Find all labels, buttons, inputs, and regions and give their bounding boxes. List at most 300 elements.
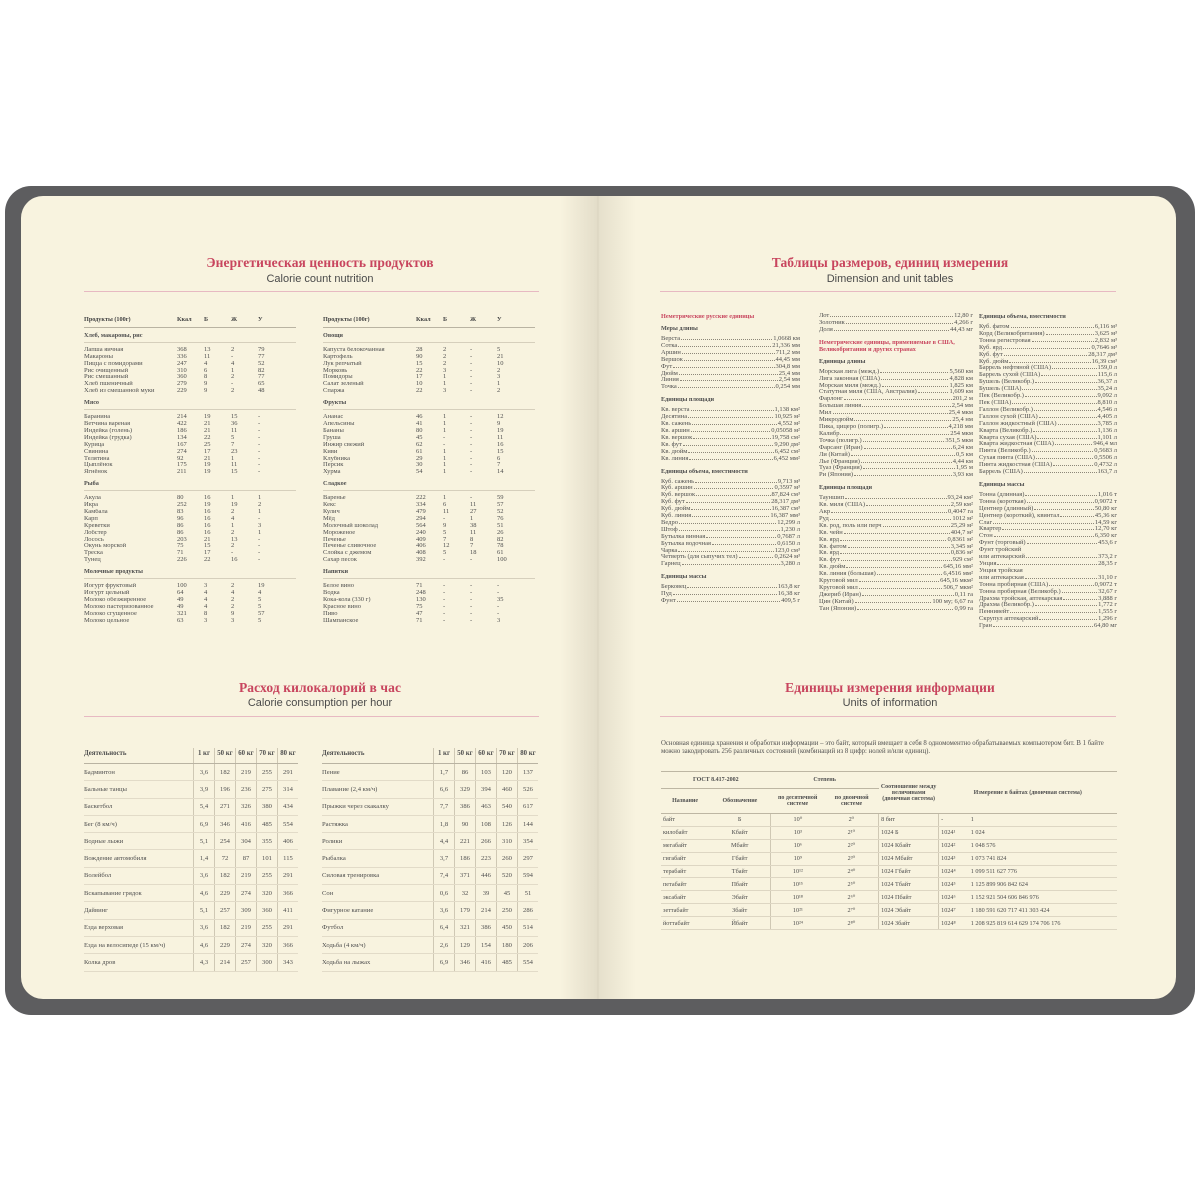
info-cell: 1 073 741 824 xyxy=(969,852,1117,865)
burn-value: 271 xyxy=(215,798,236,815)
calorie-value: 1 xyxy=(258,528,262,536)
dot-leader xyxy=(1039,417,1097,418)
calorie-row xyxy=(323,611,535,618)
calorie-value: 82 xyxy=(258,366,265,374)
burn-value: 182 xyxy=(215,867,236,884)
calorie-product: Хурма xyxy=(323,469,341,476)
calorie-value: 77 xyxy=(258,352,265,360)
calorie-value: 479 xyxy=(416,507,426,515)
unit-name: Куб. линия xyxy=(661,512,692,520)
unit-value: 12,80 г xyxy=(954,312,973,319)
info-cell: 10⁶ xyxy=(771,839,825,852)
dot-leader xyxy=(846,323,953,324)
burn-value: 460 xyxy=(497,781,518,798)
info-cell: 1 099 511 627 776 xyxy=(969,865,1117,878)
calorie-value: 1 xyxy=(443,447,447,455)
burn-value: 87 xyxy=(236,850,257,867)
calorie-value: 52 xyxy=(497,507,504,515)
info-row xyxy=(661,904,1117,917)
calorie-value: 186 xyxy=(177,426,187,434)
unit-name: Кв. сажень xyxy=(661,420,692,428)
burn-value: 5,4 xyxy=(194,798,215,815)
dot-leader xyxy=(677,601,780,602)
calorie-value: 3 xyxy=(204,582,208,590)
unit-name: Мил xyxy=(819,409,832,417)
burn-value: 129 xyxy=(455,936,476,953)
info-cell: 1024¹ xyxy=(939,826,969,839)
unit-name: Кв. фут xyxy=(661,440,682,448)
calorie-product: Варенье xyxy=(323,495,346,502)
calorie-product: Рис очищенный xyxy=(84,367,129,374)
calorie-value: - xyxy=(443,595,446,603)
burn-value: 219 xyxy=(236,919,257,936)
burn-value: 326 xyxy=(236,798,257,815)
calorie-value: 10 xyxy=(416,380,423,388)
unit-value: 254 мкм xyxy=(950,429,973,437)
unit-value: 25,4 мкм xyxy=(948,409,973,417)
burn-activity: Дайвинг xyxy=(84,902,194,919)
burn-table-right xyxy=(322,748,538,972)
burn-activity: Рыбалка xyxy=(322,850,434,867)
calorie-value: - xyxy=(470,433,473,441)
calorie-value: - xyxy=(258,426,261,434)
info-cell: Мбайт xyxy=(709,839,770,852)
burn-value: 275 xyxy=(257,781,278,798)
dot-leader xyxy=(1002,529,1094,530)
dot-leader xyxy=(1052,368,1097,369)
unit-name: Центнер (короткий), квинтал xyxy=(979,511,1060,519)
unit-value: 4,266 г xyxy=(954,318,973,326)
dot-leader xyxy=(861,462,952,463)
calorie-value: 9 xyxy=(231,609,235,617)
unit-value: 64,80 мг xyxy=(1093,622,1117,630)
calorie-value: 252 xyxy=(177,501,187,509)
calorie-value: 406 xyxy=(416,542,426,550)
dot-leader xyxy=(863,441,945,442)
calorie-value: 4 xyxy=(204,589,208,596)
calorie-product: Молоко обезжиренное xyxy=(84,596,147,603)
burn-activity: Вскапывание грядок xyxy=(84,885,194,902)
burn-row xyxy=(322,954,538,971)
calorie-value: 5 xyxy=(258,595,262,603)
unit-name: Кварта (Великобр.) xyxy=(979,426,1033,434)
calorie-row xyxy=(84,449,296,456)
unit-value: 453,6 г xyxy=(1098,539,1117,547)
unit-value: 645,16 мм² xyxy=(943,563,973,571)
calorie-value: 3 xyxy=(443,387,447,395)
unit-value: 711,2 мм xyxy=(775,348,800,356)
dot-leader xyxy=(686,502,770,503)
calorie-title: Энергетическая ценность продуктов xyxy=(206,255,434,270)
unit-section-heading: Неметрические русские единицы xyxy=(661,313,755,320)
dot-leader xyxy=(1062,592,1097,593)
burn-value: 5,1 xyxy=(194,902,215,919)
burn-value: 297 xyxy=(518,850,539,867)
unit-name: Куб. дюйм xyxy=(661,505,691,513)
calorie-value: 21 xyxy=(204,426,211,434)
calorie-value: 22 xyxy=(416,387,423,395)
calorie-product: Печенье сливочное xyxy=(323,543,377,550)
dot-leader xyxy=(692,424,776,425)
burn-value: 6,4 xyxy=(434,919,455,936)
calorie-value: 35 xyxy=(497,595,504,603)
unit-name: Гран xyxy=(979,622,992,630)
unit-name: Доля xyxy=(819,325,833,333)
info-cell: 1024 Мбайт xyxy=(879,852,939,865)
dot-leader xyxy=(883,526,950,527)
info-cell: 10¹⁵ xyxy=(771,878,825,891)
unit-value: 0,8361 м² xyxy=(947,535,973,543)
calorie-row xyxy=(84,583,296,590)
unit-value: 31,10 г xyxy=(1098,573,1117,581)
unit-name: Джериб (Иран) xyxy=(819,590,862,598)
unit-row xyxy=(819,544,973,551)
burn-header-cell: 60 кг xyxy=(476,748,497,764)
calorie-row xyxy=(84,435,296,442)
calorie-product: Молоко цельное xyxy=(84,617,130,624)
calorie-row xyxy=(323,361,535,368)
unit-name: Точка xyxy=(661,383,677,391)
burn-value: 3,6 xyxy=(434,902,455,919)
burn-value: 321 xyxy=(455,919,476,936)
unit-name: Стон xyxy=(979,532,993,540)
unit-row xyxy=(819,327,973,334)
calorie-value: - xyxy=(470,589,473,596)
burn-title: Расход килокалорий в час xyxy=(238,680,402,695)
info-row xyxy=(661,826,1117,839)
unit-name: Микродюйм xyxy=(819,416,854,424)
dot-leader xyxy=(918,392,949,393)
unit-name: Штоф xyxy=(661,525,678,533)
calorie-value: 57 xyxy=(497,501,504,509)
calorie-product: Кока-кола (330 г) xyxy=(323,596,371,603)
dot-leader xyxy=(997,564,1097,565)
burn-value: 371 xyxy=(455,867,476,884)
calorie-value: 63 xyxy=(177,616,184,624)
burn-value: 594 xyxy=(518,867,539,884)
unit-name: Куб. сажень xyxy=(661,477,695,485)
calorie-value: 9 xyxy=(497,419,501,427)
calorie-value: 21 xyxy=(497,352,504,360)
calorie-header-product: Продукты (100г) xyxy=(323,316,370,323)
unit-value: 44,43 мг xyxy=(949,325,973,333)
header-symbol: Обозначение xyxy=(709,789,770,814)
burn-row xyxy=(322,902,538,919)
calorie-value: - xyxy=(497,602,500,610)
calorie-value: 7 xyxy=(231,440,235,448)
unit-row xyxy=(819,550,973,557)
units-column-1 xyxy=(661,313,800,605)
burn-value: 320 xyxy=(257,885,278,902)
calorie-value: 8 xyxy=(204,373,208,381)
unit-name: Баррель нефтяной (США) xyxy=(979,364,1051,372)
info-cell: 2³⁰ xyxy=(825,852,879,865)
burn-value: 120 xyxy=(497,764,518,781)
unit-value: 1,95 м xyxy=(955,464,973,472)
dot-leader xyxy=(1034,410,1097,411)
dot-leader xyxy=(830,519,952,520)
calorie-value: 368 xyxy=(177,345,187,353)
dot-leader xyxy=(844,533,950,534)
unit-value: 163,7 л xyxy=(1097,468,1117,476)
unit-value: 1,016 т xyxy=(1097,490,1117,498)
calorie-value: 49 xyxy=(177,602,184,610)
calorie-row xyxy=(323,368,535,375)
calorie-product: Пиво xyxy=(323,610,338,617)
dot-leader xyxy=(1037,438,1096,439)
unit-name: Слаг xyxy=(979,518,993,526)
dot-leader xyxy=(1034,509,1094,510)
burn-row xyxy=(322,867,538,884)
info-cell: 1 048 576 xyxy=(969,839,1117,852)
burn-value: 463 xyxy=(476,798,497,815)
info-cell: 10⁹ xyxy=(771,852,825,865)
calorie-row xyxy=(323,597,535,604)
calorie-value: - xyxy=(470,366,473,374)
dot-leader xyxy=(1011,327,1094,328)
dot-leader xyxy=(1003,348,1090,349)
dot-leader xyxy=(679,530,780,531)
calorie-header-cell: Ккал xyxy=(177,316,192,323)
info-cell: Пбайт xyxy=(709,878,770,891)
dot-leader xyxy=(688,452,773,453)
calorie-value: 1 xyxy=(443,468,447,476)
calorie-product: Апельсины xyxy=(323,420,355,427)
dot-leader xyxy=(844,399,952,400)
unit-value: 0,5683 л xyxy=(1094,447,1117,455)
unit-name: Пинта (Великобр.) xyxy=(979,447,1031,455)
calorie-value: 82 xyxy=(497,535,504,543)
burn-value: 3,6 xyxy=(194,764,215,781)
unit-row xyxy=(819,509,973,516)
unit-name: Дюйм xyxy=(661,369,678,377)
calorie-product: Свинина xyxy=(84,448,109,455)
calorie-value: 41 xyxy=(416,419,423,427)
calorie-value: - xyxy=(231,380,234,388)
header-bytes: Измерение в байтах (двоичная система) xyxy=(939,772,1117,814)
calorie-row xyxy=(323,618,535,625)
burn-row xyxy=(84,902,298,919)
calorie-row xyxy=(84,456,296,463)
unit-name: Сотка xyxy=(661,341,678,349)
calorie-row xyxy=(323,414,535,421)
calorie-value: 83 xyxy=(177,507,184,515)
burn-activity: Водные лыжи xyxy=(84,833,194,850)
info-cell: 1024 Гбайт xyxy=(879,865,939,878)
unit-value: 10,925 м² xyxy=(774,413,800,421)
dot-leader xyxy=(1063,599,1097,600)
calorie-value: 71 xyxy=(416,616,423,624)
burn-value: 250 xyxy=(497,902,518,919)
unit-value: 8,810 л xyxy=(1097,398,1117,406)
burn-value: 221 xyxy=(455,833,476,850)
unit-name: Большая линия xyxy=(819,402,862,410)
unit-value: 1,0668 км xyxy=(773,335,800,342)
units-divider xyxy=(660,291,1116,292)
unit-name: Фунт (торговый) xyxy=(979,539,1026,547)
calorie-value: 2 xyxy=(231,507,235,515)
dot-leader xyxy=(1027,502,1094,503)
calorie-value: - xyxy=(470,440,473,448)
burn-row xyxy=(84,764,298,781)
burn-value: 485 xyxy=(497,954,518,971)
calorie-header-row xyxy=(84,317,296,328)
unit-row xyxy=(661,456,800,463)
calorie-value: - xyxy=(443,556,446,564)
unit-row xyxy=(661,554,800,561)
unit-value: 0,2624 м³ xyxy=(774,553,800,561)
burn-value: 223 xyxy=(476,850,497,867)
burn-value: 154 xyxy=(476,936,497,953)
calorie-value: 4 xyxy=(231,589,235,596)
unit-value: 1,296 г xyxy=(1098,615,1117,623)
burn-activity: Волейбол xyxy=(84,867,194,884)
calorie-category: Напитки xyxy=(323,569,535,579)
info-cell: 1024⁵ xyxy=(939,878,969,891)
calorie-value: 11 xyxy=(470,501,477,509)
unit-name: Круговой мил xyxy=(819,584,858,591)
burn-value: 4,4 xyxy=(434,833,455,850)
calorie-product: Шампанское xyxy=(323,617,359,624)
calorie-value: 19 xyxy=(204,461,211,469)
calorie-value: - xyxy=(470,556,473,564)
unit-name: Кв. чейн xyxy=(819,528,843,536)
calorie-row xyxy=(84,428,296,435)
unit-value: 3,280 л xyxy=(780,560,800,568)
calorie-value: 22 xyxy=(204,433,211,441)
dot-leader xyxy=(689,459,772,460)
burn-header-cell: 70 кг xyxy=(257,748,278,764)
calorie-row xyxy=(84,421,296,428)
unit-value: 9,290 дм² xyxy=(774,440,800,448)
calorie-value: - xyxy=(470,419,473,427)
unit-name: Кв. род, поль или перч xyxy=(819,521,882,529)
unit-name: Кв. ярд xyxy=(819,535,840,543)
dot-leader xyxy=(831,512,947,513)
burn-row xyxy=(322,764,538,781)
unit-name: Лига законная (США) xyxy=(819,374,880,382)
calorie-value: 7 xyxy=(470,542,474,550)
unit-name: Морская лига (межд.) xyxy=(819,367,880,375)
unit-name: Драхма (Великобр.) xyxy=(979,601,1034,609)
calorie-value: 3 xyxy=(497,616,501,624)
calorie-product: Лосось xyxy=(84,536,104,543)
calorie-row xyxy=(84,414,296,421)
dot-leader xyxy=(845,498,946,499)
calorie-value: 130 xyxy=(416,595,426,603)
calorie-value: 1 xyxy=(443,426,447,434)
calorie-product: Баранина xyxy=(84,414,111,421)
info-cell: 10²⁴ xyxy=(771,917,825,930)
calorie-value: - xyxy=(497,609,500,617)
calorie-product: Кекс xyxy=(323,502,336,509)
unit-value: 9,713 м³ xyxy=(777,477,800,485)
unit-name: Галлон (Великобр.) xyxy=(979,405,1033,413)
dot-leader xyxy=(679,374,778,375)
calorie-value: 4 xyxy=(204,602,208,610)
calorie-value: 5 xyxy=(443,528,447,536)
burn-value: 4,3 xyxy=(194,954,215,971)
unit-value: 87,824 см³ xyxy=(771,491,800,499)
calorie-header-product: Продукты (100г) xyxy=(84,316,131,323)
unit-name: Кварта сухая (США) xyxy=(979,433,1037,441)
unit-name: или аптекарский xyxy=(979,553,1026,561)
dot-leader xyxy=(678,551,773,552)
unit-value: 1,609 км xyxy=(949,388,973,396)
unit-row xyxy=(979,554,1117,561)
calorie-product: Печенье xyxy=(323,536,346,543)
unit-name: Пеннивейт xyxy=(979,608,1010,616)
info-cell: 10⁰ xyxy=(771,814,825,827)
calorie-value: - xyxy=(258,535,261,543)
unit-value: 0,9072 т xyxy=(1094,497,1117,505)
calorie-value: 408 xyxy=(416,549,426,557)
unit-value: 21,336 мм xyxy=(772,341,800,349)
calorie-value: 274 xyxy=(177,447,187,455)
unit-name: Куб. фут xyxy=(979,350,1003,358)
unit-value: 0,7646 м³ xyxy=(1091,343,1117,351)
dot-leader xyxy=(692,516,769,517)
dot-leader xyxy=(1026,557,1097,558)
unit-name: Берковец xyxy=(661,583,687,591)
unit-value: 14,59 кг xyxy=(1094,518,1117,526)
calorie-value: 222 xyxy=(416,494,426,502)
info-cell: 2⁸⁰ xyxy=(825,917,879,930)
calorie-value: - xyxy=(231,352,234,360)
dot-leader xyxy=(884,427,947,428)
unit-value: 163,8 кг xyxy=(777,583,800,591)
unit-name: Корд (Великобритания) xyxy=(979,329,1045,337)
unit-value: 506,7 мкм² xyxy=(943,584,973,591)
burn-value: 229 xyxy=(215,936,236,953)
dot-leader xyxy=(1049,585,1094,586)
calorie-value: 38 xyxy=(470,521,477,529)
unit-name: Кв. фатом xyxy=(819,542,847,550)
calorie-value: 15 xyxy=(204,542,211,550)
calorie-value: 1 xyxy=(443,380,447,388)
unit-row xyxy=(661,561,800,568)
calorie-value: 21 xyxy=(204,454,211,462)
unit-value: 16,38 кг xyxy=(777,590,800,598)
dot-leader xyxy=(833,413,948,414)
info-cell: Эбайт xyxy=(709,891,770,904)
dot-leader xyxy=(866,505,950,506)
unit-name: или аптекарская xyxy=(979,573,1024,581)
calorie-value: 3 xyxy=(497,373,501,381)
burn-value: 0,6 xyxy=(434,885,455,902)
calorie-value: 46 xyxy=(416,413,423,421)
burn-value: 214 xyxy=(215,954,236,971)
dot-leader xyxy=(1004,355,1087,356)
calorie-value: 7 xyxy=(443,535,447,543)
burn-activity: Пение xyxy=(322,764,434,781)
calorie-value: 392 xyxy=(416,556,426,564)
page-gutter xyxy=(560,196,636,999)
calorie-product: Ягнёнок xyxy=(84,469,108,476)
burn-activity: Ролики xyxy=(322,833,434,850)
calorie-row xyxy=(84,557,296,564)
info-cell: 1 024 xyxy=(969,826,1117,839)
calorie-value: 15 xyxy=(231,413,238,421)
unit-name: Скрупул аптекарский xyxy=(979,615,1039,623)
calorie-value: 17 xyxy=(416,373,423,381)
burn-row xyxy=(84,815,298,832)
unit-value: 32,67 г xyxy=(1098,587,1117,595)
unit-name: Баррель сухой (США) xyxy=(979,371,1041,379)
calorie-category: Хлеб, макароны, рис xyxy=(84,333,296,343)
unit-group-heading: Меры длины xyxy=(661,325,698,332)
burn-value: 355 xyxy=(257,833,278,850)
